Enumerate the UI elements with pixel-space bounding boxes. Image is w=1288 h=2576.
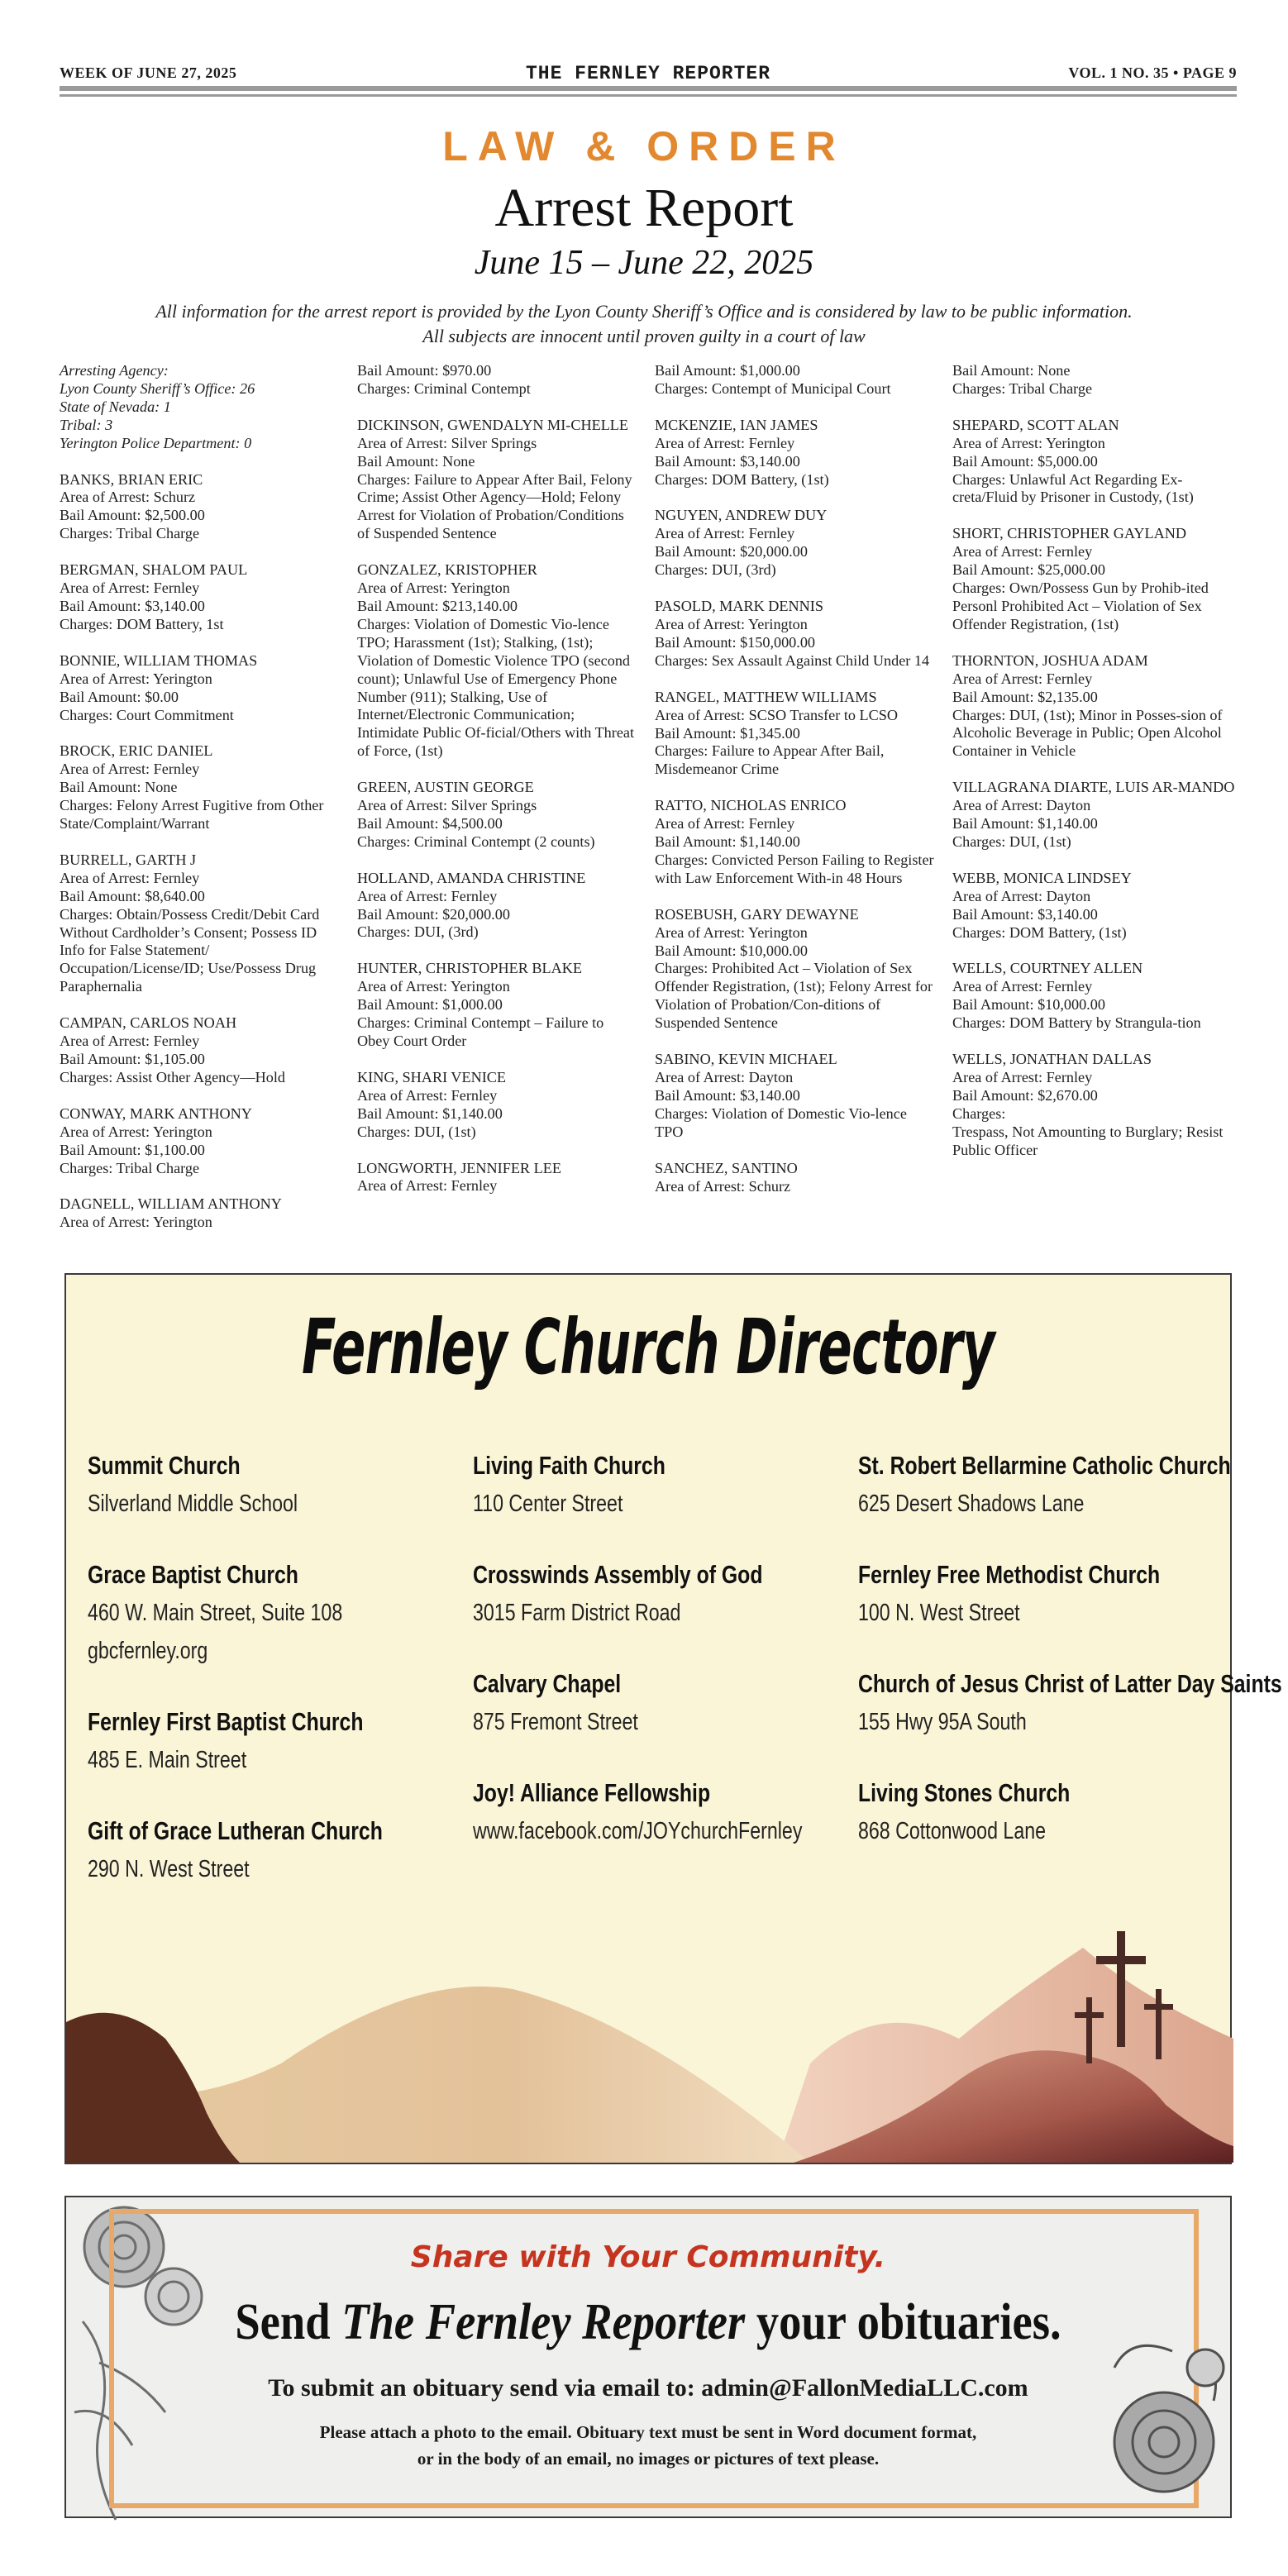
arrest-detail: Bail Amount: $2,670.00 — [952, 1086, 1098, 1104]
arrest-entry — [655, 507, 937, 580]
report-dates: June 15 – June 22, 2025 — [474, 244, 814, 282]
arrest-detail: Charges: DUI, (1st) — [952, 832, 1071, 850]
arrest-detail: Area of Arrest: Dayton — [655, 1069, 794, 1085]
church-name: St. Robert Bellarmine Catholic Church — [858, 1451, 1231, 1480]
arrestee-name: GONZALEZ, KRISTOPHER — [357, 561, 537, 579]
arrest-detail: Charges: Contempt of Municipal Court — [655, 379, 891, 397]
arrest-detail: Bail Amount: $150,000.00 — [655, 633, 816, 651]
arrest-detail: Charges: Assist Other Agency—Hold — [60, 1068, 285, 1085]
arrest-detail: Bail Amount: $1,140.00 — [655, 833, 800, 851]
arrest-detail: Bail Amount: $3,140.00 — [655, 452, 800, 470]
arrest-detail: Bail Amount: $1,345.00 — [655, 724, 800, 742]
arrestee-name: PASOLD, MARK DENNIS — [655, 598, 823, 615]
arrest-detail: Charges: Criminal Contempt (2 counts) — [357, 832, 595, 850]
arrest-detail: Charges: Failure to Appear After Bail, Misdemeanor Crime — [655, 742, 885, 778]
church-address: 155 Hwy 95A South — [858, 1709, 1027, 1735]
arrest-detail: Bail Amount: $1,105.00 — [60, 1051, 205, 1067]
arrest-detail: Bail Amount: $1,140.00 — [357, 1104, 503, 1122]
arrestee-name: ROSEBUSH, GARY DEWAYNE — [655, 905, 859, 923]
arrestee-name: SHEPARD, SCOTT ALAN — [952, 416, 1119, 433]
arrest-entry — [655, 797, 937, 888]
arrest-entry — [60, 1195, 342, 1232]
arrest-entry — [655, 417, 937, 489]
agency-line: State of Nevada: 1 — [60, 398, 171, 415]
obituary-email-line: To submit an obituary send via email to: admin@FallonMediaLLC.com — [268, 2374, 1028, 2402]
arrest-detail: Bail Amount: $3,140.00 — [60, 597, 205, 614]
obituary-note-line: or in the body of an email, no images or pictures of text please. — [417, 2449, 880, 2469]
arrest-detail: Charges: Tribal Charge — [952, 379, 1093, 397]
arrest-detail: Bail Amount: $3,140.00 — [655, 1086, 800, 1104]
arrest-detail: Bail Amount: $1,000.00 — [357, 996, 503, 1014]
arrest-detail: Charges: Convicted Person Failing to Register with Law Enforcement With-in 48 Hours — [655, 851, 934, 886]
obituary-tagline: Share with Your Community. — [410, 2240, 886, 2274]
arrestee-name: RATTO, NICHOLAS ENRICO — [655, 797, 847, 814]
church-listing — [88, 1556, 451, 1670]
arrestee-name: VILLAGRANA DIARTE, LUIS AR-MANDO — [952, 779, 1235, 796]
arrest-detail: Area of Arrest: Yerington — [952, 434, 1105, 451]
agency-line: Lyon County Sheriff’s Office: 26 — [60, 379, 255, 397]
arrest-detail: Area of Arrest: Fernley — [357, 887, 498, 904]
arrest-detail: Area of Arrest: Fernley — [655, 525, 795, 542]
arrest-detail: Area of Arrest: Yerington — [60, 1123, 212, 1140]
agency-line: Arresting Agency: — [60, 362, 169, 379]
arrest-detail: Charges: Own/Possess Gun by Prohib-ited Personl Prohibited Act – Violation of Sex Offender Registration, (1st) — [952, 580, 1209, 632]
arrest-detail: Bail Amount: $20,000.00 — [655, 543, 808, 561]
headline-part: Send — [235, 2294, 342, 2350]
church-listing — [858, 1556, 1222, 1632]
paper-name: THE FERNLEY REPORTER — [525, 63, 771, 84]
report-title: Arrest Report — [494, 178, 794, 238]
arrest-detail: Charges: Obtain/Possess Credit/Debit Card Without Cardholder’s Consent; Possess ID Info for False Statement/ Occupation/License/ID; Use/Possess Drug Paraphernalia — [60, 905, 320, 995]
arrest-detail: Bail Amount: $213,140.00 — [357, 597, 518, 614]
church-listing — [858, 1665, 1282, 1741]
arrest-entry — [60, 852, 342, 996]
arrest-detail: Area of Arrest: Fernley — [60, 1033, 200, 1050]
arrest-detail: Bail Amount: $1,140.00 — [952, 815, 1098, 832]
arrestee-name: HUNTER, CHRISTOPHER BLAKE — [357, 960, 582, 977]
arrest-entry — [60, 742, 342, 833]
masthead — [60, 61, 1237, 86]
arrestee-name: BERGMAN, SHALOM PAUL — [60, 561, 248, 579]
obituary-note-line: Please attach a photo to the email. Obituary text must be sent in Word document format, — [319, 2422, 977, 2442]
church-name: Calvary Chapel — [473, 1669, 622, 1698]
report-disclaimer — [83, 299, 1205, 349]
arrest-detail: Bail Amount: $2,135.00 — [952, 688, 1098, 705]
arrest-detail: Bail Amount: $2,500.00 — [60, 507, 205, 524]
church-address: gbcfernley.org — [88, 1638, 208, 1664]
arrest-detail: Bail Amount: $10,000.00 — [655, 942, 808, 959]
arrest-detail: Charges: DUI, (3rd) — [655, 561, 776, 579]
issue-week: WEEK OF JUNE 27, 2025 — [60, 64, 237, 81]
arrest-entry — [60, 1014, 342, 1087]
arrest-entry — [952, 525, 1235, 633]
church-listing — [858, 1447, 1231, 1523]
disclaimer-line: All information for the arrest report is provided by the Lyon County Sheriff’s Office and is considered by law to be public information. — [155, 301, 1133, 322]
arrest-entry — [655, 1160, 937, 1196]
arrest-detail: Charges: DOM Battery, 1st — [60, 615, 224, 632]
arrest-detail: Area of Arrest: Dayton — [952, 797, 1091, 814]
arrest-detail: Charges: Tribal Charge — [60, 1159, 200, 1176]
arrest-detail: Bail Amount: $0.00 — [60, 688, 179, 705]
arrest-detail: Charges: Criminal Contempt — [357, 379, 531, 397]
church-address: 485 E. Main Street — [88, 1747, 247, 1773]
arrest-detail: Bail Amount: $970.00 — [357, 362, 492, 379]
arrestee-name: GREEN, AUSTIN GEORGE — [357, 779, 534, 796]
arrest-detail: Bail Amount: $3,140.00 — [952, 905, 1098, 923]
obituary-ad — [64, 2196, 1232, 2518]
church-address: 460 W. Main Street, Suite 108 — [88, 1600, 343, 1626]
disclaimer-line: All subjects are innocent until proven guilty in a court of law — [422, 326, 866, 346]
arrest-detail: Area of Arrest: Yerington — [357, 580, 510, 597]
arrest-column — [952, 362, 1235, 1238]
desert-landscape-illustration — [66, 1898, 1233, 2163]
arrest-entry — [655, 906, 937, 1033]
church-name: Crosswinds Assembly of God — [473, 1560, 763, 1589]
arrestee-name: DICKINSON, GWENDALYN MI-CHELLE — [357, 416, 629, 433]
arrest-detail: Area of Arrest: Fernley — [655, 434, 795, 451]
church-address: 3015 Farm District Road — [473, 1600, 681, 1626]
arrest-entry — [357, 960, 640, 1051]
arrest-entry — [655, 362, 937, 398]
arrestee-name: WELLS, JONATHAN DALLAS — [952, 1051, 1152, 1068]
church-listing — [473, 1556, 837, 1632]
arrest-detail: Area of Arrest: Fernley — [952, 670, 1093, 687]
arrest-entry — [60, 561, 342, 634]
arrest-detail: Bail Amount: None — [357, 452, 475, 470]
arrestee-name: BANKS, BRIAN ERIC — [60, 470, 203, 488]
arrestee-name: CONWAY, MARK ANTHONY — [60, 1104, 252, 1122]
arrest-detail: Bail Amount: $5,000.00 — [952, 452, 1098, 470]
church-name: Living Stones Church — [858, 1778, 1071, 1807]
arrest-detail: Charges: DOM Battery, (1st) — [655, 470, 829, 488]
arrest-detail: Trespass, Not Amounting to Burglary; Resist Public Officer — [952, 1123, 1224, 1158]
church-address: 868 Cottonwood Lane — [858, 1818, 1047, 1844]
arrest-entry — [357, 1069, 640, 1142]
headline-part: your obituaries. — [745, 2294, 1061, 2350]
church-name: Church of Jesus Christ of Latter Day Saints — [858, 1669, 1282, 1698]
arrest-entry — [60, 1105, 342, 1178]
arrest-entry — [357, 561, 640, 761]
arrest-detail: Charges: Unlawful Act Regarding Ex-creta/Fluid by Prisoner in Custody, (1st) — [952, 470, 1194, 506]
arrest-detail: Charges: DOM Battery by Strangula-tion — [952, 1014, 1201, 1032]
arrest-detail: Charges: Court Commitment — [60, 706, 234, 723]
arrest-detail: Area of Arrest: Fernley — [952, 543, 1093, 561]
arrestee-name: WEBB, MONICA LINDSEY — [952, 869, 1132, 886]
arrest-entry — [952, 779, 1235, 852]
agency-line: Tribal: 3 — [60, 416, 113, 433]
arrest-detail: Area of Arrest: Schurz — [60, 489, 196, 506]
arrest-detail: Area of Arrest: Fernley — [952, 978, 1093, 995]
issue-info: VOL. 1 NO. 35 • PAGE 9 — [1068, 64, 1237, 81]
church-listing — [473, 1665, 837, 1741]
arrest-detail: Charges: Prohibited Act – Violation of Sex Offender Registration, (1st); Felony Arrest for Violation of Probation/Con-ditions of Suspended Sentence — [655, 960, 933, 1032]
arrest-detail: Charges: Tribal Charge — [60, 525, 200, 542]
church-address: Silverland Middle School — [88, 1491, 298, 1517]
arrestee-name: HOLLAND, AMANDA CHRISTINE — [357, 869, 586, 886]
church-listing — [473, 1774, 837, 1850]
church-listing — [473, 1447, 837, 1523]
church-address: www.facebook.com/JOYchurchFernley — [473, 1818, 803, 1844]
church-name: Grace Baptist Church — [88, 1560, 298, 1589]
church-listing — [88, 1447, 451, 1523]
arrest-detail: Charges: — [952, 1104, 1006, 1122]
church-listing — [88, 1812, 451, 1888]
arrest-detail: Charges: DUI, (3rd) — [357, 923, 479, 941]
arrest-detail: Charges: Failure to Appear After Bail, Felony Crime; Assist Other Agency—Hold; Felony Arrest for Violation of Probation/Conditions of Suspended Sentence — [357, 470, 632, 542]
arrest-detail: Area of Arrest: Yerington — [655, 615, 808, 632]
arrestee-name: THORNTON, JOSHUA ADAM — [952, 651, 1148, 669]
agency-line: Yerington Police Department: 0 — [60, 434, 252, 451]
arrest-column — [357, 362, 640, 1238]
arrest-entry — [357, 779, 640, 852]
arrest-detail: Charges: Felony Arrest Fugitive from Other State/Complaint/Warrant — [60, 797, 324, 832]
arrest-entry — [357, 362, 640, 398]
church-name: Gift of Grace Lutheran Church — [88, 1816, 383, 1845]
arrest-detail: Charges: Violation of Domestic Vio-lence TPO; Harassment (1st); Stalking, (1st); Violation of Domestic Violence TPO (second count); Unlawful Use of Emergency Phone Number (911); Stalking, Use of Internet/Electronic Communication; Intimidate Public Of-ficial/Others with Threat of Force, (1st) — [357, 615, 635, 760]
arrestee-name: LONGWORTH, JENNIFER LEE — [357, 1159, 561, 1176]
church-address: 625 Desert Shadows Lane — [858, 1491, 1085, 1517]
church-name: Joy! Alliance Fellowship — [473, 1778, 711, 1807]
arrest-detail: Area of Arrest: Fernley — [357, 1086, 498, 1104]
arrest-entry — [655, 1051, 937, 1142]
church-listing — [88, 1703, 451, 1779]
arrest-detail: Charges: Violation of Domestic Vio-lence TPO — [655, 1104, 907, 1140]
arrest-entry — [655, 598, 937, 670]
arrest-entry — [357, 1160, 640, 1196]
arrestee-name: DAGNELL, WILLIAM ANTHONY — [60, 1195, 282, 1213]
arrest-detail: Area of Arrest: Silver Springs — [357, 797, 537, 814]
church-directory-title: Fernley Church Directory — [302, 1303, 995, 1391]
arrest-detail: Charges: Sex Assault Against Child Under 14 — [655, 651, 930, 669]
church-address: 110 Center Street — [473, 1491, 623, 1517]
arrest-entry — [60, 471, 342, 544]
arrestee-name: WELLS, COURTNEY ALLEN — [952, 960, 1143, 977]
arrest-detail: Area of Arrest: Yerington — [655, 923, 808, 941]
arrest-detail: Area of Arrest: Fernley — [60, 761, 200, 778]
arrest-entry — [952, 417, 1235, 508]
church-column — [858, 1447, 1282, 1883]
arrest-detail: Area of Arrest: Yerington — [60, 1214, 212, 1231]
arrest-detail: Charges: DOM Battery, (1st) — [952, 923, 1127, 941]
arrest-entry — [357, 870, 640, 942]
arrestee-name: BURRELL, GARTH J — [60, 851, 197, 868]
arrestee-name: SABINO, KEVIN MICHAEL — [655, 1051, 837, 1068]
arrest-detail: Bail Amount: $4,500.00 — [357, 814, 503, 832]
arrest-entry — [952, 870, 1235, 942]
church-listing — [858, 1774, 1222, 1850]
arrest-detail: Bail Amount: None — [60, 779, 178, 796]
arrest-detail: Area of Arrest: Schurz — [655, 1177, 791, 1195]
section-label: LAW & ORDER — [442, 123, 846, 169]
arrestee-name: SHORT, CHRISTOPHER GAYLAND — [952, 525, 1187, 542]
arrest-entry — [952, 960, 1235, 1033]
arrest-detail: Area of Arrest: Fernley — [952, 1069, 1093, 1085]
church-name: Summit Church — [88, 1451, 241, 1480]
arrest-detail: Area of Arrest: Fernley — [357, 1177, 498, 1195]
arrest-detail: Bail Amount: $1,100.00 — [60, 1141, 205, 1158]
church-address: 875 Fremont Street — [473, 1709, 638, 1735]
church-directory — [64, 1273, 1282, 2164]
headline-paper-name: The Fernley Reporter — [341, 2294, 746, 2350]
church-column — [473, 1447, 837, 1883]
arrest-detail: Bail Amount: $10,000.00 — [952, 996, 1105, 1014]
arrest-detail: Bail Amount: $25,000.00 — [952, 561, 1105, 579]
arrestee-name: KING, SHARI VENICE — [357, 1068, 507, 1085]
arrest-detail: Charges: DUI, (1st); Minor in Posses-sion of Alcoholic Beverage in Public; Open Alcohol Container in Vehicle — [952, 706, 1223, 760]
obituary-note — [66, 2419, 1230, 2472]
arrest-detail: Area of Arrest: Fernley — [655, 815, 795, 832]
church-name: Living Faith Church — [473, 1451, 665, 1480]
arrest-detail: Charges: Criminal Contempt – Failure to Obey Court Order — [357, 1014, 604, 1049]
arrest-detail: Area of Arrest: Yerington — [357, 978, 510, 995]
arrest-detail: Area of Arrest: Fernley — [60, 580, 200, 597]
arrest-entry — [952, 1051, 1235, 1159]
arrestee-name: NGUYEN, ANDREW DUY — [655, 507, 828, 524]
arrest-entry — [952, 362, 1235, 398]
obituary-headline — [136, 2293, 1160, 2352]
arrestee-name: MCKENZIE, IAN JAMES — [655, 416, 818, 433]
church-address: 100 N. West Street — [858, 1600, 1020, 1626]
arresting-agency-summary — [60, 362, 342, 453]
arrest-detail: Bail Amount: $1,000.00 — [655, 362, 800, 379]
arrest-entry — [952, 652, 1235, 761]
arrest-detail: Area of Arrest: Yerington — [60, 670, 212, 687]
arrest-entry — [655, 689, 937, 780]
masthead-rule-thin — [60, 94, 1237, 97]
arrest-detail: Area of Arrest: Silver Springs — [357, 434, 537, 451]
church-name: Fernley Free Methodist Church — [858, 1560, 1161, 1589]
church-name: Fernley First Baptist Church — [88, 1707, 364, 1736]
church-column — [88, 1447, 451, 1921]
arrestee-name: BONNIE, WILLIAM THOMAS — [60, 651, 258, 669]
arrest-detail: Bail Amount: None — [952, 362, 1071, 379]
arrest-column — [60, 362, 342, 1238]
left-rock — [66, 2013, 240, 2163]
arrest-detail: Charges: DUI, (1st) — [357, 1123, 476, 1140]
arrest-entry — [357, 417, 640, 543]
church-address: 290 N. West Street — [88, 1856, 250, 1882]
arrest-detail: Area of Arrest: Dayton — [952, 887, 1091, 904]
arrest-entry — [60, 652, 342, 725]
masthead-rule — [60, 86, 1237, 91]
crosses-icon — [1075, 1931, 1173, 2063]
arrest-detail: Area of Arrest: SCSO Transfer to LCSO — [655, 706, 899, 723]
arrestee-name: BROCK, ERIC DANIEL — [60, 742, 213, 760]
arrest-detail: Bail Amount: $20,000.00 — [357, 905, 510, 923]
arrestee-name: CAMPAN, CARLOS NOAH — [60, 1014, 237, 1032]
arrestee-name: SANCHEZ, SANTINO — [655, 1159, 798, 1176]
arrest-detail: Bail Amount: $8,640.00 — [60, 887, 205, 904]
arrest-detail: Area of Arrest: Fernley — [60, 869, 200, 886]
arrest-column — [655, 362, 937, 1238]
arrestee-name: RANGEL, MATTHEW WILLIAMS — [655, 688, 877, 705]
arrest-list — [60, 362, 1237, 1238]
